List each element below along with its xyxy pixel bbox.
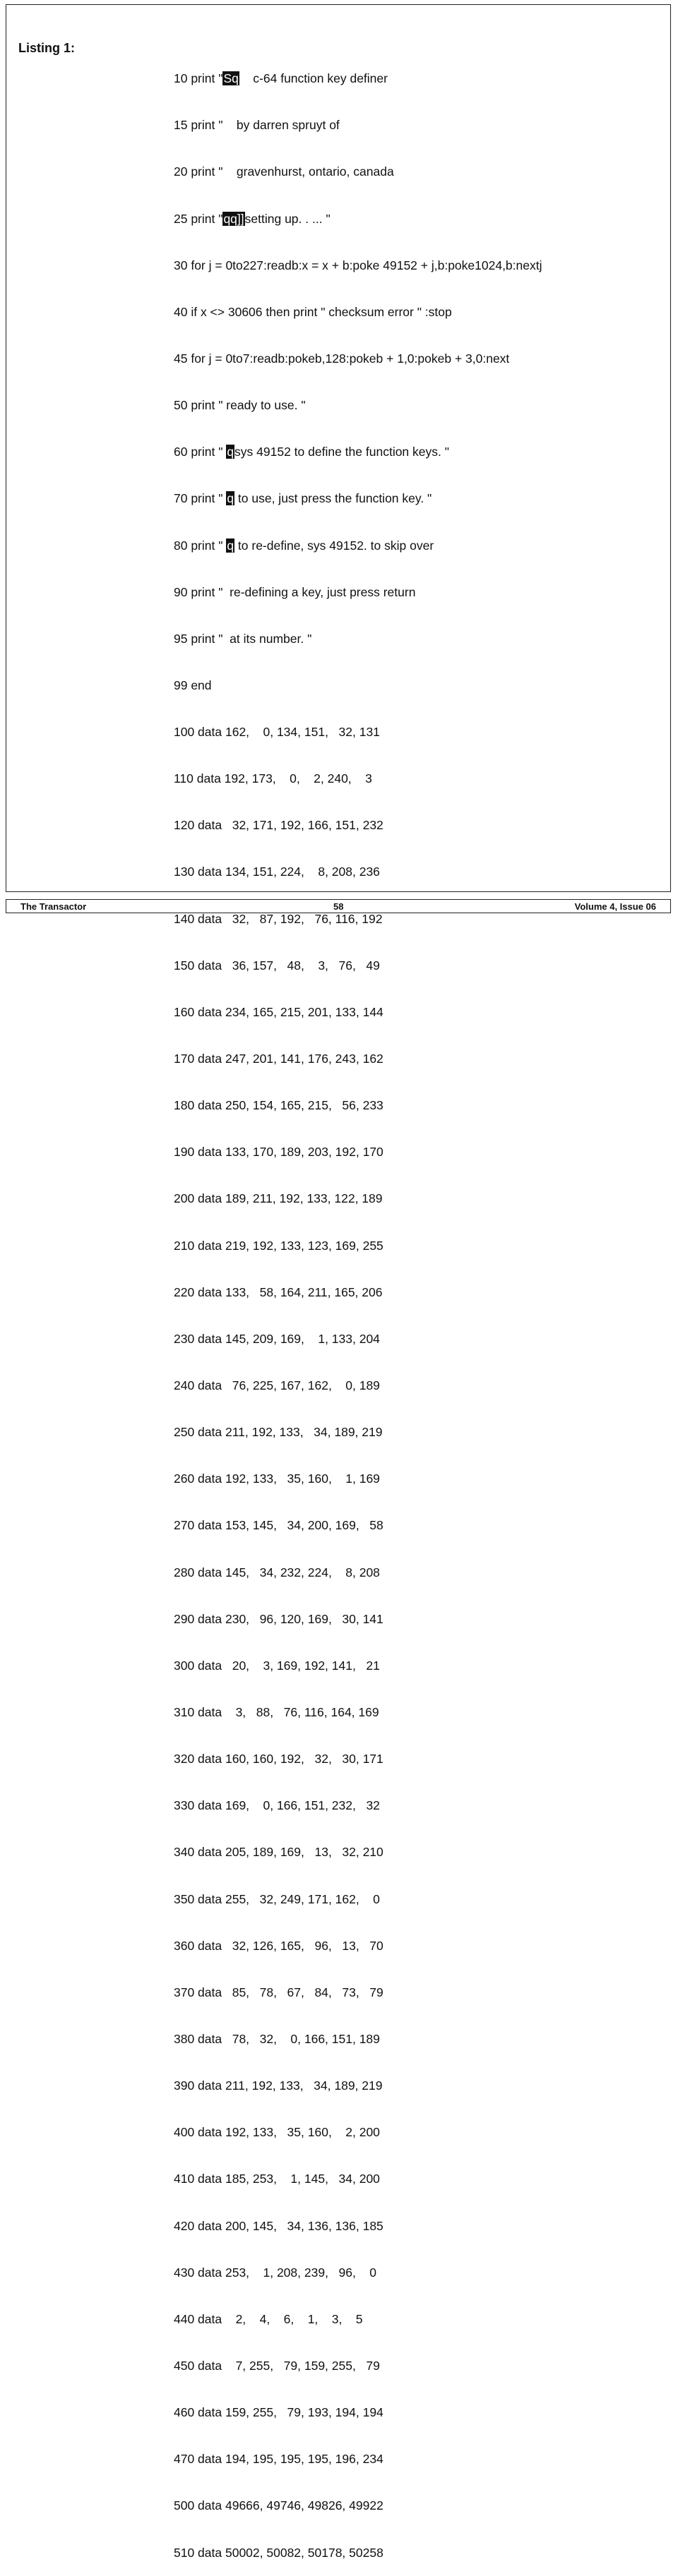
reverse-video-chars: q	[227, 445, 234, 459]
data-line: 280 data 145, 34, 232, 224, 8, 208	[174, 1565, 380, 1579]
reverse-video-chars: q	[227, 538, 234, 553]
data-line: 300 data 20, 3, 169, 192, 141, 21	[174, 1658, 380, 1673]
code-line: 30 for j = 0to227:readb:x = x + b:poke 49152 + j,b:poke1024,b:nextj	[174, 258, 542, 272]
code-listing	[174, 40, 542, 2576]
reverse-video-chars: q	[227, 491, 234, 506]
data-line: 270 data 153, 145, 34, 200, 169, 58	[174, 1518, 383, 1533]
page-footer	[6, 899, 671, 913]
footer-publication: The Transactor	[20, 901, 87, 912]
data-line: 320 data 160, 160, 192, 32, 30, 171	[174, 1752, 383, 1767]
data-line: 440 data 2, 4, 6, 1, 3, 5	[174, 2311, 363, 2326]
data-line: 190 data 133, 170, 189, 203, 192, 170	[174, 1145, 383, 1160]
data-line: 350 data 255, 32, 249, 171, 162, 0	[174, 1891, 380, 1906]
data-line: 400 data 192, 133, 35, 160, 2, 200	[174, 2125, 380, 2140]
data-line: 140 data 32, 87, 192, 76, 116, 192	[174, 911, 383, 926]
reverse-video-chars: Sq	[223, 71, 239, 86]
code-line: 45 for j = 0to7:readb:pokeb,128:pokeb + 1,0:pokeb + 3,0:next	[174, 351, 510, 366]
reverse-video-chars: qq]]	[223, 211, 244, 226]
data-line: 450 data 7, 255, 79, 159, 255, 79	[174, 2358, 380, 2373]
data-line: 360 data 32, 126, 165, 96, 13, 70	[174, 1938, 383, 1953]
data-line: 310 data 3, 88, 76, 116, 164, 169	[174, 1705, 379, 1720]
data-line: 260 data 192, 133, 35, 160, 1, 169	[174, 1471, 380, 1486]
data-line: 210 data 219, 192, 133, 123, 169, 255	[174, 1238, 383, 1253]
data-line: 220 data 133, 58, 164, 211, 165, 206	[174, 1284, 383, 1299]
data-line: 390 data 211, 192, 133, 34, 189, 219	[174, 2078, 383, 2093]
data-line: 110 data 192, 173, 0, 2, 240, 3	[174, 771, 372, 786]
data-line: 370 data 85, 78, 67, 84, 73, 79	[174, 1985, 383, 1999]
data-line: 170 data 247, 201, 141, 176, 243, 162	[174, 1052, 383, 1066]
data-line: 250 data 211, 192, 133, 34, 189, 219	[174, 1425, 383, 1440]
data-line: 160 data 234, 165, 215, 201, 133, 144	[174, 1004, 383, 1019]
listing-label: Listing 1:	[18, 41, 75, 55]
data-line: 330 data 169, 0, 166, 151, 232, 32	[174, 1798, 380, 1813]
data-line: 150 data 36, 157, 48, 3, 76, 49	[174, 958, 380, 973]
data-line: 430 data 253, 1, 208, 239, 96, 0	[174, 2265, 377, 2280]
code-line: 70 print " q to use, just press the function key. "	[174, 491, 432, 506]
code-line: 60 print " qsys 49152 to define the function keys. "	[174, 445, 449, 459]
data-line: 230 data 145, 209, 169, 1, 133, 204	[174, 1331, 380, 1346]
code-line: 90 print " re-defining a key, just press return	[174, 584, 416, 599]
data-line: 120 data 32, 171, 192, 166, 151, 232	[174, 818, 383, 833]
code-line: 10 print "Sq c-64 function key definer	[174, 71, 388, 86]
data-line: 240 data 76, 225, 167, 162, 0, 189	[174, 1378, 380, 1393]
footer-page-number: 58	[333, 901, 344, 912]
data-line: 410 data 185, 253, 1, 145, 34, 200	[174, 2172, 380, 2186]
data-line: 500 data 49666, 49746, 49826, 49922	[174, 2498, 383, 2513]
code-line: 99 end	[174, 678, 212, 692]
data-line: 380 data 78, 32, 0, 166, 151, 189	[174, 2032, 380, 2046]
data-line: 470 data 194, 195, 195, 195, 196, 234	[174, 2452, 383, 2467]
data-line: 510 data 50002, 50082, 50178, 50258	[174, 2545, 383, 2560]
footer-issue: Volume 4, Issue 06	[574, 901, 656, 912]
data-line: 200 data 189, 211, 192, 133, 122, 189	[174, 1191, 383, 1206]
code-line: 20 print " gravenhurst, ontario, canada	[174, 164, 394, 179]
data-line: 290 data 230, 96, 120, 169, 30, 141	[174, 1611, 383, 1626]
data-line: 100 data 162, 0, 134, 151, 32, 131	[174, 725, 380, 740]
data-line: 180 data 250, 154, 165, 215, 56, 233	[174, 1098, 383, 1113]
data-line: 130 data 134, 151, 224, 8, 208, 236	[174, 865, 380, 879]
code-line: 40 if x <> 30606 then print " checksum error " :stop	[174, 304, 452, 319]
code-line: 80 print " q to re-define, sys 49152. to skip over	[174, 538, 434, 553]
data-line: 340 data 205, 189, 169, 13, 32, 210	[174, 1845, 383, 1860]
data-line: 420 data 200, 145, 34, 136, 136, 185	[174, 2218, 383, 2233]
code-line: 95 print " at its number. "	[174, 631, 312, 646]
code-line: 15 print " by darren spruyt of	[174, 118, 340, 133]
data-line: 460 data 159, 255, 79, 193, 194, 194	[174, 2405, 383, 2420]
code-line: 25 print "qq]]setting up. . ... "	[174, 211, 331, 226]
code-line: 50 print " ready to use. "	[174, 398, 306, 413]
